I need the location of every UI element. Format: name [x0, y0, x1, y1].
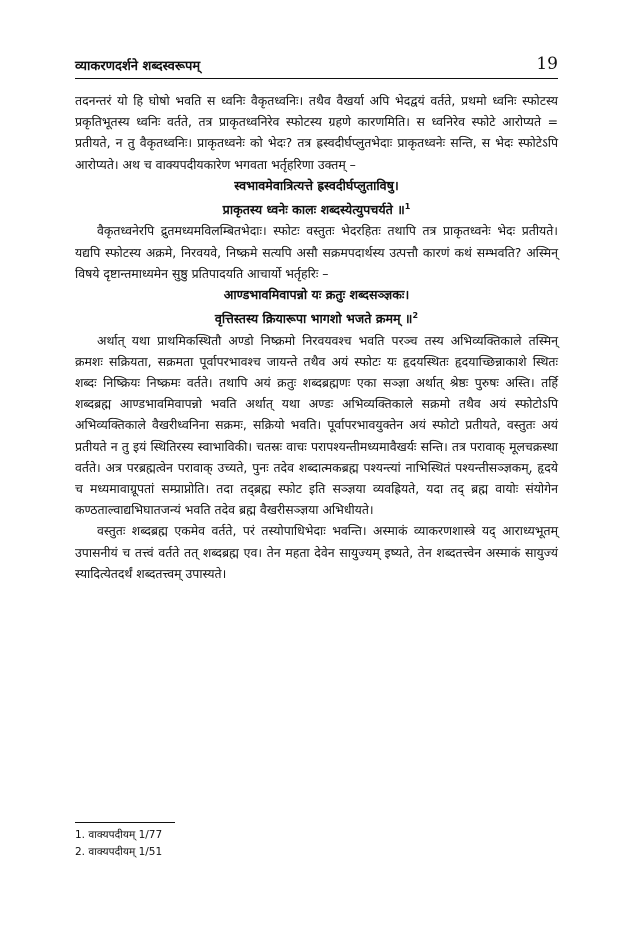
verse-1-line-1: स्वभावमेवात्रित्यत्ते ह्रस्वदीर्घप्लुताविषु।	[234, 177, 399, 193]
page-number: 19	[536, 54, 558, 74]
paragraph-2: वैकृतध्वनेरपि द्रुतमध्यमविलम्बितभेदाः। स्फोटः वस्तुतः भेदरहितः तथापि तत्र प्राकृतध्वनेः भेदः प्रतीयते। यद्यपि स्फोटस्य अक्रमे, निरवयवे, निष्क्रमे सत्यपि असौ सक्रमपदार्थस्य उत्पत्तौ कारणं कथं सम्भवति? अस्मिन् विषये दृष्टान्तमाध्यमेन सुष्ठु प्रतिपादयति आचार्यो भर्तृहरिः –	[75, 223, 558, 281]
paragraph-3: अर्थात् यथा प्राथमिकस्थितौ अण्डो निष्क्रमो निरवयवश्च भवति परञ्च तस्य अभिव्यक्तिकाले तस्मिन् क्रमशः सक्रियता, सक्रमता पूर्वापरभावश्च जायन्ते तथैव अयं स्फोटः यः हृदयस्थितः हृदयाच्छिन्नाकाशे स्थितः शब्दः निष्क्रियः निष्क्रमः वर्तते। तथापि अयं क्रतुः शब्दब्रह्मणः एका सञ्ज्ञा अर्थात् श्रेष्ठः पुरुषः अस्ति। तर्हि शब्दब्रह्म आण्डभावमिवापन्नो भवति अर्थात् यथा अण्डः अभिव्यक्तिकाले सक्रमो तथैव अयं स्फोटोऽपि अभिव्यक्तिकाले वैखरीध्वनिना सक्रमः, सक्रियो भवति। पूर्वापरभावयुक्तेन अयं स्फोटो प्रतीयते, वस्तुतः अयं प्रतीयते न तु इयं स्थितिरस्य स्वाभाविकी। चतस्रः वाचः परापश्यन्तीमध्यमावैखर्यः सन्ति। तत्र परावाक् मूलचक्रस्था वर्तते। अत्र परब्रह्मत्वेन परावाक् उच्यते, पुनः तदेव शब्दात्मकब्रह्म पश्यन्त्यां नाभिस्थितं पश्यन्तीसञ्ज्ञकम्, हृदये च मध्यमावाग्रूपतां सम्प्राप्नोति। तदा तद्ब्रह्म स्फोट इति सञ्ज्ञया व्यवह्रियते, यदा तद् ब्रह्म वायोः संयोगेन कण्ठताल्वाद्यभिघातजन्यं भवति तदेव ब्रह्म वैखरीसञ्ज्ञया अभिधीयते।	[75, 332, 558, 518]
footnote-ref-1[interactable]: 1	[404, 202, 411, 212]
footnote-ref-2[interactable]: 2	[412, 311, 419, 321]
footnotes	[75, 822, 515, 861]
verse-2-line-1: आण्डभावमिवापन्नो यः क्रतुः शब्दसञ्ज्ञकः।	[223, 287, 410, 303]
main-text	[75, 90, 558, 584]
paragraph-1: तदनन्तरं यो हि घोषो भवति स ध्वनिः वैकृतध्वनिः। तथैव वैखर्या अपि भेदद्वयं वर्तते, प्रथमो ध्वनिः स्फोटस्य प्रकृतिभूतस्य ध्वनिः वर्तते, तत्र प्राकृतध्वनिरेव स्फोटस्य ग्रहणे कारणमिति। स ध्वनिरेव स्फोटे आरोप्यते = प्रतीयते, न तु वैकृतध्वनिः। प्राकृतध्वनेः को भेदः? तत्र ह्रस्वदीर्घप्लुतभेदाः प्राकृतध्वनेः सन्ति, स भेदः स्फोटेऽपि आरोप्यते। अथ च वाक्यपदीयकारेण भगवता भर्तृहरिणा उक्तम् –	[75, 93, 558, 172]
running-head: व्याकरणदर्शने शब्दस्वरूपम्	[75, 59, 201, 74]
verse-2-line-2: वृत्तिस्तस्य क्रियारूपा भागशो भजते क्रमम् ॥$^2$	[214, 311, 419, 327]
footnote-2: 2. वाक्यपदीयम् 1/51	[75, 846, 163, 858]
footnote-rule	[75, 822, 175, 823]
page-header	[75, 48, 558, 79]
verse-2	[75, 284, 558, 330]
verse-1	[75, 175, 558, 221]
footnote-1: 1. वाक्यपदीयम् 1/77	[75, 829, 163, 841]
paragraph-4: वस्तुतः शब्दब्रह्म एकमेव वर्तते, परं तस्योपाधिभेदाः भवन्ति। अस्माकं व्याकरणशास्त्रे यद् आराध्यभूतम् उपासनीयं च तत्त्वं वर्तते तत् शब्दब्रह्म एव। तेन महता देवेन सायुज्यम् इष्यते, तेन शब्दतत्त्वेन अस्माकं सायुज्यं स्यादित्येतदर्थं शब्दतत्त्वम् उपास्यते।	[75, 523, 558, 581]
verse-1-line-2: प्राकृतस्य ध्वनेः कालः शब्दस्येत्युपचर्यते ॥$^1$	[222, 202, 411, 218]
